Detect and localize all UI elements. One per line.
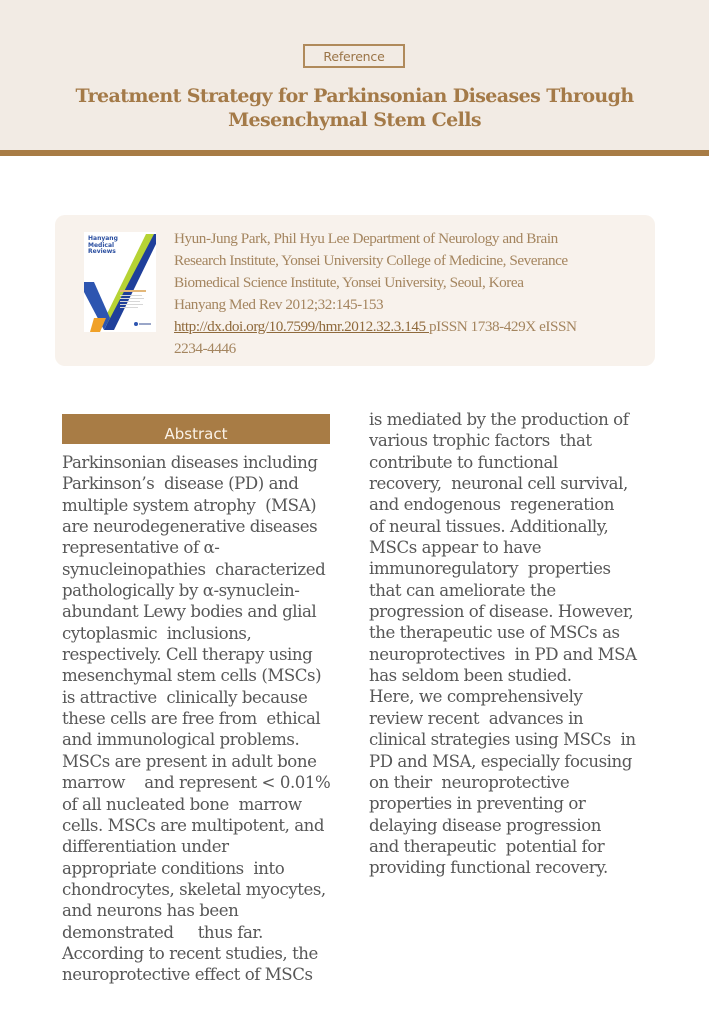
abstract-line: cytoplasmic inclusions, (62, 623, 252, 643)
abstract-line: are neurodegenerative diseases (62, 517, 318, 537)
abstract-line: and endogenous regeneration (369, 495, 615, 515)
doi-link[interactable]: http://dx.doi.org/10.7599/hmr.2012.32.3.145 (174, 318, 429, 335)
abstract-line: synucleinopathies characterized (62, 559, 326, 579)
abstract-line: recovery, neuronal cell survival, (369, 474, 628, 494)
abstract-line: MSCs are present in adult bone (62, 751, 317, 771)
abstract-line: PD and MSA, especially focusing (369, 751, 632, 771)
abstract-line: neuroprotective effect of MSCs (62, 965, 313, 985)
abstract-line: demonstrated thus far. (62, 922, 263, 942)
abstract-line: clinical strategies using MSCs in (369, 730, 636, 750)
abstract-line: chondrocytes, skeletal myocytes, (62, 879, 326, 899)
issn-text: pISSN 1738-429X eISSN (429, 318, 577, 335)
title-line-2: Mesenchymal Stem Cells (228, 109, 481, 131)
abstract-line: cells. MSCs are multipotent, and (62, 815, 325, 835)
abstract-line: mesenchymal stem cells (MSCs) (62, 666, 322, 686)
abstract-line: appropriate conditions into (62, 858, 285, 878)
abstract-line: representative of α- (62, 538, 220, 558)
abstract-line: and therapeutic potential for (369, 836, 605, 856)
citation-text (174, 228, 644, 360)
abstract-line: According to recent studies, the (62, 943, 318, 963)
abstract-column-right (369, 409, 669, 879)
header-divider (0, 150, 709, 156)
abstract-line: neuroprotectives in PD and MSA (369, 644, 637, 664)
abstract-line: is mediated by the production of (369, 410, 629, 429)
abstract-line: abundant Lewy bodies and glial (62, 602, 317, 622)
abstract-column-left (62, 452, 352, 986)
abstract-line: and immunological problems. (62, 730, 300, 750)
reference-badge: Reference (303, 44, 405, 68)
abstract-line: review recent advances in (369, 708, 584, 728)
abstract-line: of neural tissues. Additionally, (369, 516, 609, 536)
abstract-line: pathologically by α-synuclein- (62, 581, 300, 601)
citation-line: 2234-4446 (174, 340, 236, 357)
title-line-1: Treatment Strategy for Parkinsonian Diseases Through (75, 85, 634, 107)
citation-line: Research Institute, Yonsei University College of Medicine, Severance (174, 252, 568, 269)
abstract-line: is attractive clinically because (62, 687, 308, 707)
abstract-heading: Abstract (62, 414, 330, 444)
abstract-line: providing functional recovery. (369, 858, 608, 878)
abstract-line: multiple system atrophy (MSA) (62, 495, 317, 515)
abstract-line: delaying disease progression (369, 815, 602, 835)
abstract-line: immunoregulatory properties (369, 559, 611, 579)
citation-line: Biomedical Science Institute, Yonsei University, Seoul, Korea (174, 274, 524, 291)
abstract-line: and neurons has been (62, 901, 239, 921)
abstract-line: marrow and represent < 0.01% (62, 773, 331, 793)
cover-journal-name: Hanyang Medical Reviews (88, 235, 118, 255)
abstract-line: on their neuroprotective (369, 772, 570, 792)
abstract-line: contribute to functional (369, 452, 558, 472)
citation-line: Hanyang Med Rev 2012;32:145-153 (174, 296, 384, 313)
abstract-line: that can ameliorate the (369, 580, 556, 600)
citation-doi-line (174, 316, 644, 338)
citation-line: Hyun-Jung Park, Phil Hyu Lee Department of Neurology and Brain (174, 230, 558, 247)
page-title (20, 84, 689, 132)
abstract-line: MSCs appear to have (369, 538, 542, 558)
abstract-line: Parkinson’s disease (PD) and (62, 474, 299, 494)
abstract-line: has seldom been studied. (369, 666, 572, 686)
abstract-line: these cells are free from ethical (62, 709, 321, 729)
abstract-line: of all nucleated bone marrow (62, 794, 302, 814)
abstract-line: Parkinsonian diseases including (62, 453, 318, 472)
abstract-line: the therapeutic use of MSCs as (369, 623, 620, 643)
abstract-line: progression of disease. However, (369, 602, 634, 622)
abstract-line: Here, we comprehensively (369, 687, 583, 707)
abstract-line: respectively. Cell therapy using (62, 645, 313, 665)
abstract-line: differentiation under (62, 837, 229, 857)
abstract-line: various trophic factors that (369, 431, 592, 451)
abstract-line: properties in preventing or (369, 794, 586, 814)
journal-cover-image (84, 232, 156, 332)
